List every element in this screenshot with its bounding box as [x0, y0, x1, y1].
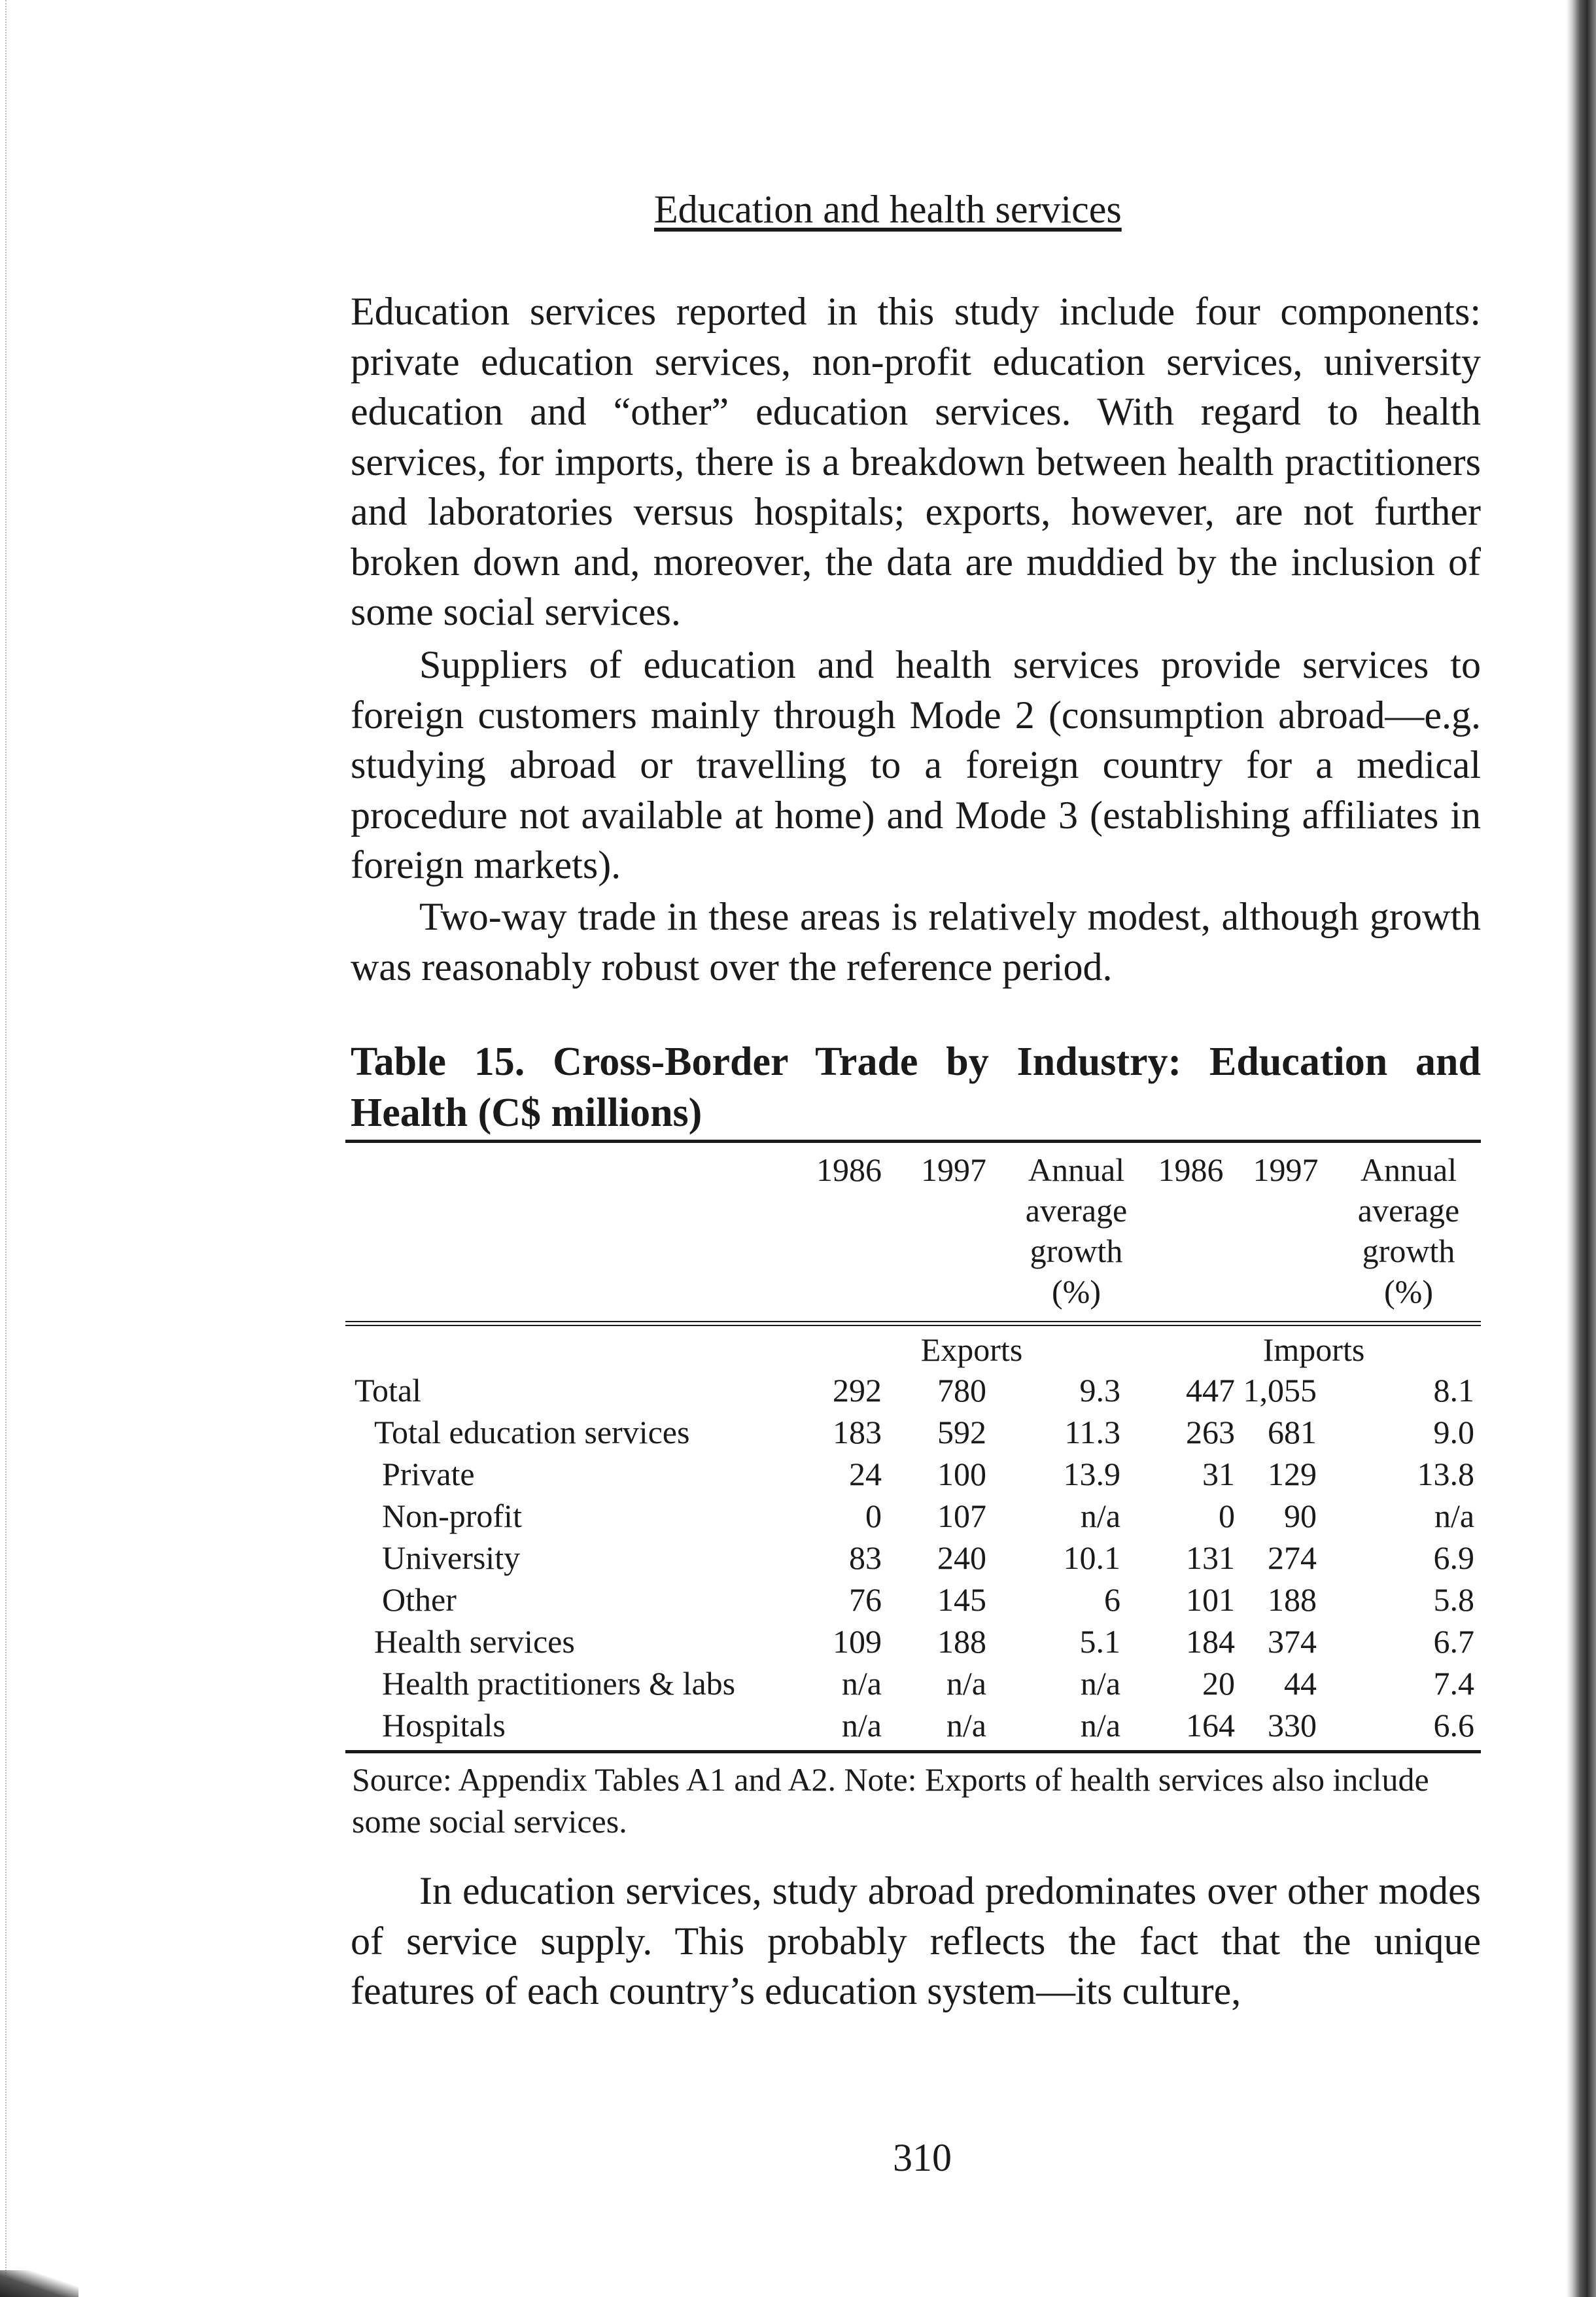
table-title: Table 15. Cross-Border Trade by Industry: Education and Health (C$ millions) — [351, 1040, 1481, 1135]
cell-i1997: 188 — [1268, 1581, 1317, 1618]
cell-i1997: 274 — [1268, 1539, 1317, 1576]
cell-egrowth: 10.1 — [1063, 1539, 1121, 1576]
row-label: Private — [382, 1456, 475, 1492]
cell-e1997: n/a — [946, 1665, 986, 1702]
group-blank — [345, 1326, 797, 1369]
cell-i1997: 681 — [1268, 1414, 1317, 1450]
cell-igrowth: 9.0 — [1433, 1414, 1475, 1450]
cell-e1986: n/a — [841, 1665, 882, 1702]
cell-igrowth: 8.1 — [1433, 1372, 1475, 1409]
cell-e1997: 145 — [937, 1581, 986, 1618]
trade-table-container — [345, 1140, 1481, 1842]
table-row — [345, 1537, 1481, 1579]
cell-e1986: 24 — [849, 1456, 882, 1492]
paragraph-study-abroad: In education services, study abroad predominates over other modes of service supply. This probably reflects the fact that the unique features of each country’s education system—its culture, — [351, 1869, 1481, 2012]
cell-e1997: 100 — [937, 1456, 986, 1492]
cell-e1986: 83 — [849, 1539, 882, 1576]
cell-egrowth: 11.3 — [1064, 1414, 1121, 1450]
table-row — [345, 1704, 1481, 1746]
section-heading: Education and health services — [654, 188, 1122, 231]
table-header-rule — [345, 1321, 1481, 1322]
header-import-growth: Annual average growth (%) — [1357, 1151, 1460, 1310]
cell-igrowth: 6.6 — [1433, 1707, 1475, 1744]
cell-egrowth: n/a — [1080, 1707, 1121, 1744]
group-label-imports: Imports — [1262, 1331, 1365, 1368]
cell-i1986: 31 — [1202, 1456, 1236, 1492]
header-blank — [345, 1143, 797, 1318]
table-row — [345, 1579, 1481, 1621]
row-label: Hospitals — [382, 1707, 506, 1744]
header-export-1986: 1986 — [816, 1151, 882, 1188]
cell-e1997: 188 — [937, 1623, 986, 1660]
table-group-row — [345, 1326, 1481, 1369]
cell-i1997: 1,055 — [1243, 1372, 1317, 1409]
cell-i1997: 374 — [1268, 1623, 1317, 1660]
cell-igrowth: 7.4 — [1433, 1665, 1475, 1702]
cell-i1986: 20 — [1202, 1665, 1236, 1702]
cell-i1986: 184 — [1186, 1623, 1236, 1660]
table-row — [345, 1369, 1481, 1411]
row-label: Other — [382, 1581, 457, 1618]
cell-i1986: 263 — [1186, 1414, 1236, 1450]
paragraph-two-way-trade: Two-way trade in these areas is relatively modest, although growth was reasonably robust over the reference period. — [351, 895, 1481, 989]
cell-i1986: 164 — [1186, 1707, 1236, 1744]
cell-egrowth: n/a — [1080, 1498, 1121, 1534]
cell-egrowth: 5.1 — [1079, 1623, 1121, 1660]
cell-egrowth: 13.9 — [1063, 1456, 1121, 1492]
table-row — [345, 1453, 1481, 1495]
header-export-growth: Annual average growth (%) — [1025, 1151, 1128, 1310]
cell-egrowth: n/a — [1080, 1665, 1121, 1702]
page-binding-shadow — [1567, 0, 1596, 2297]
cell-i1997: 129 — [1268, 1456, 1317, 1492]
row-label: Non-profit — [382, 1498, 522, 1534]
cell-e1997: 240 — [937, 1539, 986, 1576]
cell-e1986: 109 — [833, 1623, 882, 1660]
page-corner-shadow — [0, 2270, 78, 2297]
row-label: Total education services — [374, 1414, 690, 1450]
cell-e1986: 183 — [833, 1414, 882, 1450]
cell-e1986: 76 — [849, 1581, 882, 1618]
cell-igrowth: 13.8 — [1417, 1456, 1475, 1492]
cell-egrowth: 6 — [1104, 1581, 1121, 1618]
trade-table — [345, 1143, 1481, 1318]
cell-e1986: 0 — [865, 1498, 882, 1534]
table-row — [345, 1662, 1481, 1704]
header-import-1997: 1997 — [1253, 1151, 1319, 1188]
row-label: Health services — [374, 1623, 575, 1660]
row-label: Health practitioners & labs — [382, 1665, 736, 1702]
table-row — [345, 1495, 1481, 1537]
cell-igrowth: n/a — [1434, 1498, 1475, 1534]
paragraph-education-components: Education services reported in this study include four components: private education services, non-profit education services, university education and “other” education services. With regard to health services, for imports, there is a breakdown between health practitioners and laboratories versus hospitals; exports, however, are not further broken down and, moreover, the data are muddied by the inclusion of some social services. — [351, 290, 1481, 633]
cell-igrowth: 6.7 — [1433, 1623, 1475, 1660]
cell-i1986: 101 — [1186, 1581, 1236, 1618]
paragraph-supply-modes: Suppliers of education and health services provide services to foreign customers mainly through Mode 2 (consumption abroad—e.g. studying abroad or travelling to a foreign country for a medical procedure not available at home) and Mode 3 (establishing affiliates in foreign markets). — [351, 643, 1481, 886]
table-source-note: Source: Appendix Tables A1 and A2. Note: Exports of health services also include some social services. — [352, 1761, 1429, 1840]
cell-e1997: 592 — [937, 1414, 986, 1450]
cell-egrowth: 9.3 — [1079, 1372, 1121, 1409]
cell-i1986: 447 — [1186, 1372, 1236, 1409]
page-number: 310 — [893, 2136, 952, 2179]
table-header-row — [345, 1143, 1481, 1318]
trade-table-body — [345, 1326, 1481, 1746]
group-label-exports: Exports — [920, 1331, 1023, 1368]
header-export-1997: 1997 — [921, 1151, 986, 1188]
row-label: Total — [355, 1372, 422, 1409]
cell-i1997: 44 — [1284, 1665, 1317, 1702]
cell-i1997: 90 — [1284, 1498, 1317, 1534]
cell-e1986: n/a — [841, 1707, 882, 1744]
cell-i1986: 131 — [1186, 1539, 1236, 1576]
cell-igrowth: 5.8 — [1433, 1581, 1475, 1618]
cell-e1997: 780 — [937, 1372, 986, 1409]
header-import-1986: 1986 — [1158, 1151, 1224, 1188]
cell-e1986: 292 — [833, 1372, 882, 1409]
row-label: University — [382, 1539, 521, 1576]
cell-i1986: 0 — [1219, 1498, 1236, 1534]
table-row — [345, 1621, 1481, 1662]
cell-igrowth: 6.9 — [1433, 1539, 1475, 1576]
cell-e1997: n/a — [946, 1707, 986, 1744]
table-bottom-rule — [345, 1750, 1481, 1753]
cell-i1997: 330 — [1268, 1707, 1317, 1744]
cell-e1997: 107 — [937, 1498, 986, 1534]
table-row — [345, 1411, 1481, 1453]
page-edge-left — [0, 0, 7, 2297]
